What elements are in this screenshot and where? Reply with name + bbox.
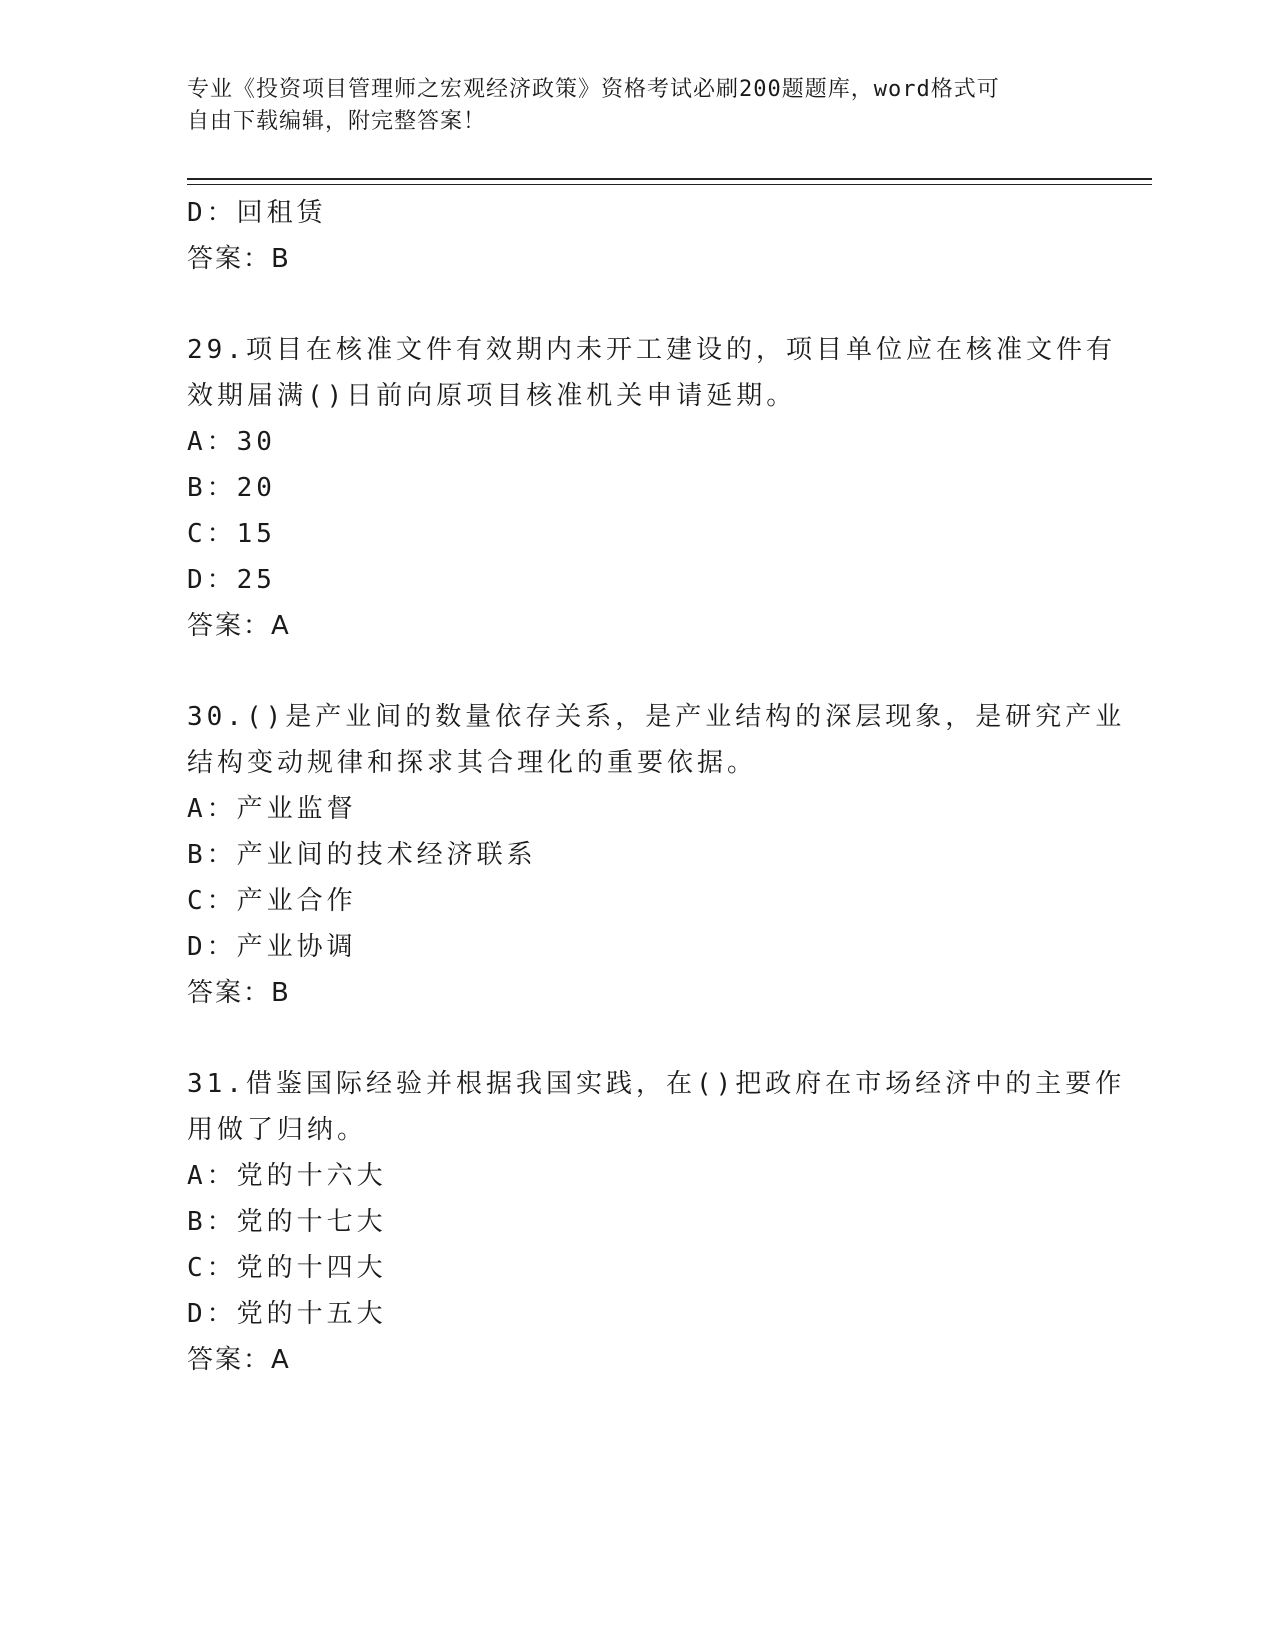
option-a: A：产业监督 bbox=[187, 794, 357, 824]
question-list bbox=[187, 190, 1126, 1383]
question-30 bbox=[187, 694, 1126, 1016]
header-divider-thick bbox=[187, 178, 1152, 180]
question-31 bbox=[187, 1061, 1126, 1383]
option-c: C：产业合作 bbox=[187, 886, 357, 916]
question-text-line-2: 效期届满()日前向原项目核准机关申请延期。 bbox=[187, 381, 797, 411]
spacer bbox=[187, 282, 1087, 327]
answer-line: 答案：A bbox=[187, 611, 291, 641]
option-b: B：20 bbox=[187, 473, 276, 503]
option-d: D：25 bbox=[187, 565, 276, 595]
option-d: D：回租赁 bbox=[187, 198, 327, 228]
spacer bbox=[187, 649, 1087, 694]
option-d: D：党的十五大 bbox=[187, 1299, 387, 1329]
option-b: B：产业间的技术经济联系 bbox=[187, 840, 537, 870]
option-b: B：党的十七大 bbox=[187, 1207, 387, 1237]
option-c: C：党的十四大 bbox=[187, 1253, 387, 1283]
option-c: C：15 bbox=[187, 519, 276, 549]
page-header bbox=[187, 74, 1067, 138]
header-title-line-2: 自由下载编辑，附完整答案！ bbox=[187, 109, 487, 134]
answer-line: 答案：B bbox=[187, 978, 291, 1008]
question-text-line-1: 29.项目在核准文件有效期内未开工建设的，项目单位应在核准文件有 bbox=[187, 335, 1116, 365]
question-29 bbox=[187, 327, 1116, 649]
header-divider-thin bbox=[187, 184, 1152, 185]
question-text-line-1: 30.()是产业间的数量依存关系，是产业结构的深层现象，是研究产业 bbox=[187, 702, 1126, 732]
answer-line: 答案：A bbox=[187, 1345, 291, 1375]
question-text-line-2: 结构变动规律和探求其合理化的重要依据。 bbox=[187, 748, 758, 778]
answer-line: 答案：B bbox=[187, 244, 291, 274]
spacer bbox=[187, 1016, 1087, 1061]
option-d: D：产业协调 bbox=[187, 932, 357, 962]
header-title-line-1: 专业《投资项目管理师之宏观经济政策》资格考试必刷200题题库，word格式可 bbox=[187, 77, 1000, 102]
option-a: A：30 bbox=[187, 427, 276, 457]
question-text-line-1: 31.借鉴国际经验并根据我国实践，在()把政府在市场经济中的主要作 bbox=[187, 1069, 1126, 1099]
question-text-line-2: 用做了归纳。 bbox=[187, 1115, 368, 1145]
option-a: A：党的十六大 bbox=[187, 1161, 387, 1191]
